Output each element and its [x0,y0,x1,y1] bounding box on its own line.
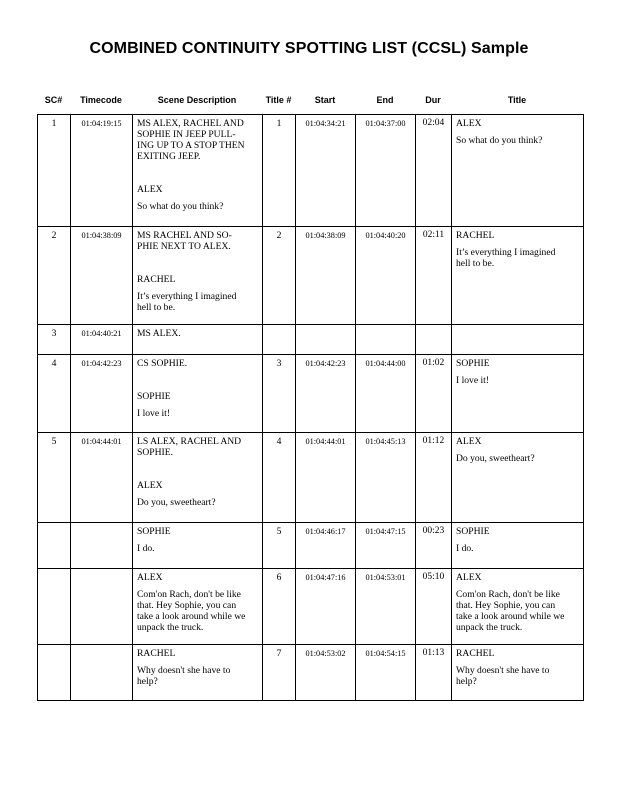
scene-dialogue-line: hell to be. [137,302,176,313]
scene-dialogue-line: Com'on Rach, don't be like [137,589,241,600]
scene-action-line: EXITING JEEP. [137,151,201,162]
scene-action-line: PHIE NEXT TO ALEX. [137,241,231,252]
table-row [38,523,584,569]
cell-start: 01:04:47:16 [296,569,356,645]
cell-dur: 01:13 [416,645,452,701]
cell-sc [38,523,71,569]
header-title: Title [507,95,527,105]
cell-start: 01:04:46:17 [296,523,356,569]
scene-dialogue-line: I love it! [137,408,171,419]
title-dialogue-line: It’s everything I imagined [456,247,556,258]
title-speaker: SOPHIE [456,358,490,369]
scene-action-line: SOPHIE. [137,447,173,458]
table-row [38,433,584,523]
title-dialogue-line: that. Hey Sophie, you can [456,600,556,611]
header-timecode: Timecode [80,95,122,105]
cell-timecode: 01:04:38:09 [71,227,133,325]
cell-start [296,325,356,355]
cell-scene-description [133,523,263,569]
cell-end [356,325,416,355]
cell-sc: 4 [38,355,71,433]
table-row [38,355,584,433]
scene-speaker: SOPHIE [137,526,171,537]
header-sc: SC# [44,95,63,105]
cell-scene-description [133,569,263,645]
title-dialogue-line: Do you, sweetheart? [456,453,535,464]
cell-title [452,227,584,325]
cell-title-number: 2 [263,227,296,325]
cell-timecode [71,645,133,701]
title-dialogue-line: Com'on Rach, don't be like [456,589,560,600]
scene-action-line: SOPHIE IN JEEP PULL- [137,129,236,140]
title-dialogue-line: Why doesn't she have to [456,665,550,676]
cell-end: 01:04:44:00 [356,355,416,433]
cell-timecode: 01:04:40:21 [71,325,133,355]
title-speaker: RACHEL [456,230,495,241]
cell-timecode [71,569,133,645]
cell-sc: 5 [38,433,71,523]
cell-dur: 02:11 [416,227,452,325]
cell-end: 01:04:54:15 [356,645,416,701]
title-speaker: ALEX [456,118,482,129]
scene-dialogue-line: Do you, sweetheart? [137,497,216,508]
scene-dialogue-line: So what do you think? [137,201,224,212]
scene-action-line: MS RACHEL AND SO- [137,230,232,241]
cell-start: 01:04:42:23 [296,355,356,433]
scene-dialogue-line: that. Hey Sophie, you can [137,600,237,611]
scene-action-line: MS ALEX, RACHEL AND [137,118,244,129]
cell-start: 01:04:38:09 [296,227,356,325]
scene-dialogue-line: help? [137,676,158,687]
header-end: End [376,95,394,105]
scene-speaker: ALEX [137,184,163,195]
cell-timecode: 01:04:42:23 [71,355,133,433]
cell-scene-description [133,115,263,227]
cell-title [452,569,584,645]
title-dialogue-line: unpack the truck. [456,622,523,633]
title-dialogue-line: I love it! [456,375,490,386]
title-speaker: RACHEL [456,648,495,659]
cell-title-number: 3 [263,355,296,433]
scene-speaker: SOPHIE [137,391,171,402]
title-dialogue-line: So what do you think? [456,135,543,146]
cell-end: 01:04:53:01 [356,569,416,645]
cell-title-number: 4 [263,433,296,523]
scene-speaker: ALEX [137,480,163,491]
scene-dialogue-line: It’s everything I imagined [137,291,237,302]
cell-timecode [71,523,133,569]
scene-dialogue-line: Why doesn't she have to [137,665,231,676]
cell-scene-description [133,325,263,355]
cell-title-number: 7 [263,645,296,701]
scene-action-line: LS ALEX, RACHEL AND [137,436,242,447]
title-speaker: ALEX [456,436,482,447]
cell-start: 01:04:34:21 [296,115,356,227]
cell-dur [416,325,452,355]
cell-start: 01:04:53:02 [296,645,356,701]
cell-title [452,645,584,701]
cell-end: 01:04:40:20 [356,227,416,325]
table-row [38,645,584,701]
title-dialogue-line: I do. [456,543,474,554]
header-dur: Dur [425,95,441,105]
cell-sc: 2 [38,227,71,325]
scene-action-line: MS ALEX. [137,328,181,339]
cell-sc: 1 [38,115,71,227]
title-speaker: SOPHIE [456,526,490,537]
scene-action-line: CS SOPHIE. [137,358,188,369]
cell-title [452,355,584,433]
cell-title-number: 6 [263,569,296,645]
cell-timecode: 01:04:44:01 [71,433,133,523]
cell-sc: 3 [38,325,71,355]
title-dialogue-line: take a look around while we [456,611,565,622]
scene-speaker: RACHEL [137,274,176,285]
cell-end: 01:04:37:00 [356,115,416,227]
cell-dur: 02:04 [416,115,452,227]
scene-speaker: RACHEL [137,648,176,659]
scene-action-line: ING UP TO A STOP THEN [137,140,245,151]
cell-dur: 00:23 [416,523,452,569]
scene-dialogue-line: I do. [137,543,155,554]
title-dialogue-line: hell to be. [456,258,495,269]
cell-dur: 01:12 [416,433,452,523]
cell-title [452,325,584,355]
cell-end: 01:04:45:13 [356,433,416,523]
cell-dur: 05:10 [416,569,452,645]
cell-dur: 01:02 [416,355,452,433]
cell-title [452,115,584,227]
table-row [38,325,584,355]
scene-dialogue-line: unpack the truck. [137,622,204,633]
scene-speaker: ALEX [137,572,163,583]
cell-title-number: 1 [263,115,296,227]
table-row [38,569,584,645]
cell-sc [38,569,71,645]
title-speaker: ALEX [456,572,482,583]
header-title-number: Title # [265,95,292,105]
cell-timecode: 01:04:19:15 [71,115,133,227]
header-scene-description: Scene Description [157,95,237,105]
cell-scene-description [133,645,263,701]
cell-title [452,433,584,523]
cell-scene-description [133,355,263,433]
header-start: Start [314,95,336,105]
title-dialogue-line: help? [456,676,477,687]
cell-title-number [263,325,296,355]
cell-sc [38,645,71,701]
spotting-list-table [37,114,584,701]
document-title: COMBINED CONTINUITY SPOTTING LIST (CCSL) Sample [89,40,529,57]
table-row [38,227,584,325]
cell-title-number: 5 [263,523,296,569]
cell-scene-description [133,227,263,325]
scene-dialogue-line: take a look around while we [137,611,246,622]
cell-start: 01:04:44:01 [296,433,356,523]
cell-end: 01:04:47:15 [356,523,416,569]
table-row [38,115,584,227]
cell-scene-description [133,433,263,523]
cell-title [452,523,584,569]
